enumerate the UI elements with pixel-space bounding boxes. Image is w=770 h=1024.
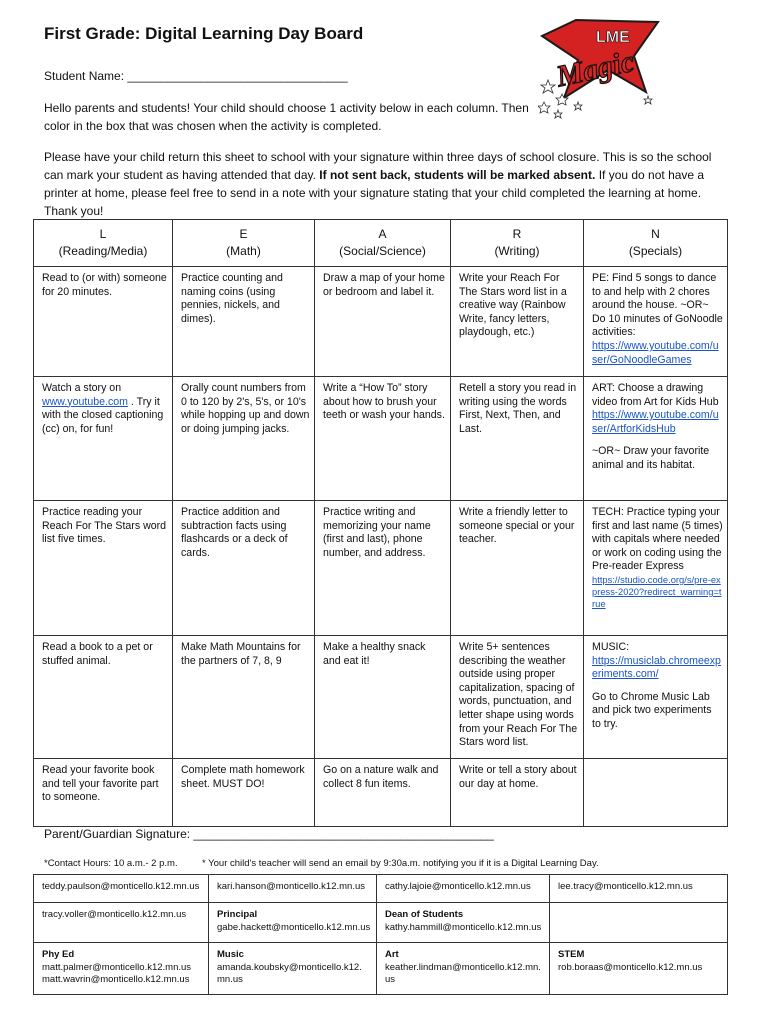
activity-cell[interactable]: Draw a map of your home or bedroom and label it. bbox=[315, 267, 451, 377]
contact-email[interactable]: cathy.lajoie@monticello.k12.mn.us bbox=[377, 875, 550, 903]
activity-cell[interactable]: Practice counting and naming coins (using pennies, nickels, and dimes). bbox=[173, 267, 315, 377]
board-row bbox=[34, 267, 728, 377]
activity-cell[interactable]: Write a friendly letter to someone special or your teacher. bbox=[451, 501, 584, 636]
contact-hours: *Contact Hours: 10 a.m.- 2 p.m. bbox=[44, 858, 178, 869]
activity-cell[interactable]: Read to (or with) someone for 20 minutes. bbox=[34, 267, 173, 377]
artforkidshub-link[interactable]: https://www.youtube.com/user/ArtforKidsHub bbox=[592, 409, 719, 435]
activity-cell[interactable] bbox=[584, 267, 728, 377]
header-r bbox=[451, 220, 584, 267]
contact-email[interactable]: matt.wavrin@monticello.k12.mn.us bbox=[42, 974, 190, 986]
contacts-row bbox=[34, 875, 728, 903]
board-row bbox=[34, 759, 728, 827]
page-title: First Grade: Digital Learning Day Board bbox=[44, 24, 364, 43]
contact-email[interactable]: kari.hanson@monticello.k12.mn.us bbox=[209, 875, 377, 903]
instructions-part2: If you do not have a printer at home, please feel free to send in a note with your signature stating that your child completed the learning at home. Thank you! bbox=[44, 168, 705, 218]
contact-phy-ed bbox=[34, 943, 209, 995]
code-org-link[interactable]: https://studio.code.org/s/pre-express-2020?redirect_warning=true bbox=[592, 573, 722, 609]
youtube-link[interactable]: www.youtube.com bbox=[42, 395, 128, 408]
contact-email[interactable]: matt.palmer@monticello.k12.mn.us bbox=[42, 961, 192, 973]
contact-email[interactable]: gabe.hackett@monticello.k12.mn.us bbox=[217, 921, 371, 933]
activity-cell-empty[interactable] bbox=[584, 759, 728, 827]
activity-cell[interactable]: Practice writing and memorizing your name (first and last), phone number, and address. bbox=[315, 501, 451, 636]
instructions-part1: Please have your child return this sheet to school with your signature within three days of school closure. This is so the school can mark your student as having attended that day. bbox=[44, 150, 712, 182]
contacts-table bbox=[33, 874, 728, 995]
header-e bbox=[173, 220, 315, 267]
activity-text: Watch a story on bbox=[42, 382, 122, 394]
music-lab-link[interactable]: https://musiclab.chromeexperiments.com/ bbox=[592, 654, 721, 681]
header-subject: (Math) bbox=[226, 244, 261, 258]
learning-board-table bbox=[33, 219, 728, 827]
activity-cell[interactable]: Read a book to a pet or stuffed animal. bbox=[34, 636, 173, 759]
logo-text-magic: Magic bbox=[553, 44, 638, 94]
contact-role: Principal bbox=[217, 909, 258, 920]
student-name-line: Student Name: _________________________________ bbox=[44, 69, 348, 83]
activity-text: PE: Find 5 songs to dance to and help with 2 chores around the house. ~OR~ Do 10 minutes of GoNoodle activities: bbox=[592, 272, 723, 339]
activity-cell[interactable] bbox=[34, 377, 173, 501]
activity-text: ART: Choose a drawing video from Art for Kids Hub bbox=[592, 382, 719, 408]
activity-cell[interactable]: Write your Reach For The Stars word list in a creative way (Rainbow Write, fancy letters, playdough, etc.) bbox=[451, 267, 584, 377]
board-row bbox=[34, 636, 728, 759]
activity-cell[interactable] bbox=[584, 636, 728, 759]
contacts-row bbox=[34, 903, 728, 943]
header-letter: R bbox=[512, 227, 522, 241]
activity-cell[interactable]: Write 5+ sentences describing the weather outside using proper capitalization, spacing of words, punctuation, and letter shape using words from your Reach For The Stars word list. bbox=[451, 636, 584, 759]
activity-cell[interactable] bbox=[584, 501, 728, 636]
board-header-row bbox=[34, 220, 728, 267]
header-subject: (Reading/Media) bbox=[58, 244, 148, 258]
header-letter: A bbox=[378, 227, 387, 241]
activity-text: . Try it with the closed captioning (cc) on, for fun! bbox=[42, 395, 164, 435]
contacts-row bbox=[34, 943, 728, 995]
activity-cell[interactable]: Go on a nature walk and collect 8 fun items. bbox=[315, 759, 451, 827]
header-a bbox=[315, 220, 451, 267]
contact-email[interactable]: kathy.hammill@monticello.k12.mn.us bbox=[385, 921, 542, 933]
contact-role: Music bbox=[217, 949, 244, 960]
contact-empty bbox=[550, 903, 728, 943]
contact-email[interactable]: tracy.voller@monticello.k12.mn.us bbox=[34, 903, 209, 943]
contact-principal bbox=[209, 903, 377, 943]
header-l bbox=[34, 220, 173, 267]
teacher-email-note: * Your child's teacher will send an email by 9:30a.m. notifying you if it is a Digital Learning Day. bbox=[202, 858, 599, 869]
contact-role: Phy Ed bbox=[42, 949, 75, 960]
activity-cell[interactable] bbox=[584, 377, 728, 501]
contact-dean bbox=[377, 903, 550, 943]
header-subject: (Social/Science) bbox=[339, 244, 426, 258]
header-letter: N bbox=[651, 227, 660, 241]
contact-role: STEM bbox=[558, 949, 585, 960]
header-letter: E bbox=[239, 227, 248, 241]
header-subject: (Specials) bbox=[628, 244, 683, 258]
header-subject: (Writing) bbox=[494, 244, 540, 258]
board-row bbox=[34, 377, 728, 501]
activity-text: TECH: Practice typing your first and last name (5 times) with capitals where needed or work on coding using the Pre-reader Express bbox=[592, 506, 723, 573]
intro-text: Hello parents and students! Your child should choose 1 activity below in each column. Then color in the box that was chosen when the activity is completed. bbox=[44, 101, 529, 133]
contact-music bbox=[209, 943, 377, 995]
header-n bbox=[584, 220, 728, 267]
lme-magic-logo bbox=[538, 14, 668, 120]
contact-role: Dean of Students bbox=[385, 909, 464, 920]
logo-text-lme: LME bbox=[596, 29, 630, 46]
activity-cell[interactable]: Write a “How To” story about how to brush your teeth or wash your hands. bbox=[315, 377, 451, 501]
contact-role: Art bbox=[385, 949, 399, 960]
activity-cell[interactable]: Make Math Mountains for the partners of 7, 8, 9 bbox=[173, 636, 315, 759]
contact-art bbox=[377, 943, 550, 995]
parent-signature-line: Parent/Guardian Signature: _____________________________________________ bbox=[44, 827, 494, 841]
activity-cell[interactable]: Write or tell a story about our day at home. bbox=[451, 759, 584, 827]
contact-email[interactable]: teddy.paulson@monticello.k12.mn.us bbox=[34, 875, 209, 903]
contact-email[interactable]: amanda.koubsky@monticello.k12.mn.us bbox=[217, 961, 362, 986]
board-row bbox=[34, 501, 728, 636]
contact-email[interactable]: rob.boraas@monticello.k12.mn.us bbox=[558, 961, 703, 973]
contact-stem bbox=[550, 943, 728, 995]
activity-cell[interactable]: Retell a story you read in writing using the words First, Next, Then, and Last. bbox=[451, 377, 584, 501]
activity-cell[interactable]: Read your favorite book and tell your favorite part to someone. bbox=[34, 759, 173, 827]
contact-email[interactable]: lee.tracy@monticello.k12.mn.us bbox=[550, 875, 728, 903]
activity-cell[interactable]: Practice addition and subtraction facts using flashcards or a deck of cards. bbox=[173, 501, 315, 636]
contact-email[interactable]: keather.lindman@monticello.k12.mn.us bbox=[385, 961, 541, 986]
activity-cell[interactable]: Complete math homework sheet. MUST DO! bbox=[173, 759, 315, 827]
activity-text: ~OR~ Draw your favorite animal and its habitat. bbox=[592, 445, 710, 471]
activity-cell[interactable]: Orally count numbers from 0 to 120 by 2's, 5's, or 10's while hopping up and down or doing jumping jacks. bbox=[173, 377, 315, 501]
instructions-bold: If not sent back, students will be marked absent. bbox=[319, 168, 596, 182]
header-letter: L bbox=[99, 227, 107, 241]
activity-cell[interactable]: Practice reading your Reach For The Stars word list five times. bbox=[34, 501, 173, 636]
activity-cell[interactable]: Make a healthy snack and eat it! bbox=[315, 636, 451, 759]
activity-text: Go to Chrome Music Lab and pick two experiments to try. bbox=[592, 690, 712, 730]
activity-text: MUSIC: bbox=[592, 641, 630, 653]
gonoodle-link[interactable]: https://www.youtube.com/user/GoNoodleGames bbox=[592, 339, 719, 366]
instructions-text bbox=[44, 148, 734, 220]
